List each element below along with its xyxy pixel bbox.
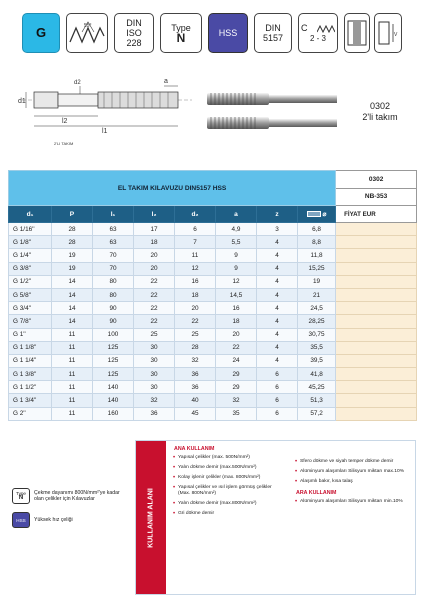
table-cell: 17: [134, 223, 175, 236]
tap-drawing-svg: [14, 72, 194, 152]
price-cell: [336, 394, 417, 407]
table-cell: 25: [134, 328, 175, 341]
table-cell: 140: [93, 381, 134, 394]
cell-size: G 3/4'': [9, 302, 52, 315]
col-header: l₁: [93, 206, 134, 223]
usage-item: • Alaşımlı bakır, kısa talaş: [296, 479, 411, 485]
table-cell: 14: [52, 315, 93, 328]
table-cell: 16: [175, 275, 216, 288]
table-cell: 14: [52, 302, 93, 315]
cell-size: G 7/8'': [9, 315, 52, 328]
usage-col-secondary: [296, 459, 411, 509]
table-cell: 90: [93, 302, 134, 315]
table-cell: 70: [93, 262, 134, 275]
table-cell: 5,5: [216, 236, 257, 249]
price-cell: [336, 341, 417, 354]
table-row: [9, 394, 417, 407]
table-cell: 18: [134, 236, 175, 249]
cell-size: G 1/4'': [9, 249, 52, 262]
table-cell: 7: [175, 236, 216, 249]
price-cell: [336, 368, 417, 381]
usage-item: • Gri dökme demir: [174, 511, 284, 517]
dim-l2: l2: [62, 118, 68, 125]
table-cell: 4: [257, 328, 298, 341]
table-cell: 36: [175, 381, 216, 394]
legend-type-text: Çekme dayanımı 800N/mm²'ye kadar olan çelikler için Kılavuzlar: [34, 490, 120, 502]
table-cell: 11: [52, 341, 93, 354]
cell-size: G 2'': [9, 407, 52, 420]
table-cell: 4: [257, 315, 298, 328]
kit-desc: 2'li takım: [362, 112, 398, 122]
table-cell: 30: [134, 341, 175, 354]
table-cell: 6: [257, 407, 298, 420]
price-cell: [336, 354, 417, 367]
table-cell: 100: [93, 328, 134, 341]
product-sub-code: NB-353: [336, 188, 417, 206]
table-row: [9, 236, 417, 249]
table-cell: 28: [52, 236, 93, 249]
table-cell: 45: [175, 407, 216, 420]
table-cell: 28,25: [298, 315, 336, 328]
table-cell: 4: [257, 354, 298, 367]
table-cell: 11: [175, 249, 216, 262]
chamfer-icon: [317, 22, 335, 34]
table-cell: 30: [134, 381, 175, 394]
table-cell: 63: [93, 236, 134, 249]
tap-2: [207, 117, 337, 129]
table-cell: 9: [216, 262, 257, 275]
table-cell: 18: [175, 288, 216, 301]
table-row: [9, 288, 417, 301]
table-cell: 39,5: [298, 354, 336, 367]
table-cell: 11: [52, 394, 93, 407]
usage-main-header: ANA KULLANIM: [174, 446, 215, 452]
table-cell: 4: [257, 275, 298, 288]
table-cell: 11: [52, 328, 93, 341]
table-cell: 36: [175, 368, 216, 381]
table-cell: 32: [134, 394, 175, 407]
legend-type: [12, 488, 124, 504]
table-cell: 8,8: [298, 236, 336, 249]
usage-area: [135, 440, 416, 595]
dim-a: a: [164, 78, 168, 85]
table-cell: 6: [257, 368, 298, 381]
table-row: [9, 262, 417, 275]
tap-technical-drawing: [14, 72, 194, 152]
table-cell: 15,25: [298, 262, 336, 275]
col-header: d₂: [175, 206, 216, 223]
usage-secondary-header: ARA KULLANIM: [296, 490, 337, 496]
table-cell: 4: [257, 341, 298, 354]
cell-size: G 1 3/8'': [9, 368, 52, 381]
table-cell: 30: [134, 354, 175, 367]
table-cell: 11: [52, 381, 93, 394]
cell-size: G 1'': [9, 328, 52, 341]
table-cell: 125: [93, 354, 134, 367]
table-cell: 140: [93, 394, 134, 407]
legend: [12, 488, 132, 538]
table-cell: 125: [93, 341, 134, 354]
svg-text:55°: 55°: [84, 23, 92, 29]
kit-code: 0302: [369, 101, 391, 111]
table-cell: 22: [216, 341, 257, 354]
table-row: [9, 407, 417, 420]
product-table: [8, 170, 416, 421]
table-cell: 12: [216, 275, 257, 288]
cell-size: G 3/8'': [9, 262, 52, 275]
table-row: [9, 381, 417, 394]
price-cell: [336, 315, 417, 328]
table-row: [9, 223, 417, 236]
table-cell: 35,5: [298, 341, 336, 354]
badge-hss: HSS: [208, 13, 248, 53]
table-cell: 41,8: [298, 368, 336, 381]
legend-hss: [12, 512, 124, 528]
table-cell: 45,25: [298, 381, 336, 394]
cell-size: G 1 1/8'': [9, 341, 52, 354]
table-cell: 19: [298, 275, 336, 288]
price-cell: [336, 236, 417, 249]
table-cell: 4: [257, 236, 298, 249]
badge-type-n: Type N: [160, 13, 202, 53]
table-cell: 24,5: [298, 302, 336, 315]
thread-55deg-icon: [68, 18, 106, 48]
usage-item: • Alüminyum alaşımları Silisyum miktarı min.10%: [296, 499, 411, 505]
table-cell: 57,2: [298, 407, 336, 420]
table-cell: 80: [93, 288, 134, 301]
table-cell: 160: [93, 407, 134, 420]
table-cell: 24: [216, 354, 257, 367]
table-row: [9, 354, 417, 367]
table-row: [9, 249, 417, 262]
table-cell: 9: [216, 249, 257, 262]
table-row: [9, 315, 417, 328]
table-title: EL TAKIM KILAVUZU DIN5157 HSS: [9, 171, 336, 206]
table-cell: 14: [52, 288, 93, 301]
cell-size: G 1 1/2'': [9, 381, 52, 394]
table-cell: 63: [93, 223, 134, 236]
table-cell: 80: [93, 275, 134, 288]
price-cell: [336, 275, 417, 288]
cell-size: G 1 1/4'': [9, 354, 52, 367]
table-row: [9, 341, 417, 354]
table-cell: 4: [257, 249, 298, 262]
table-cell: 6: [257, 394, 298, 407]
usage-band: KULLANIM ALANI: [136, 441, 166, 594]
price-cell: [336, 407, 417, 420]
table-cell: 14: [52, 275, 93, 288]
table-cell: 32: [175, 354, 216, 367]
svg-text:V: V: [394, 32, 398, 38]
usage-item: • Yapısal çelikler ve ısıl işlem görmüş çelikler (Max. 800N/mm²): [174, 485, 284, 497]
table-cell: 20: [216, 328, 257, 341]
table-cell: 11: [52, 368, 93, 381]
hss-icon: HSS: [12, 512, 30, 528]
cell-size: G 5/8'': [9, 288, 52, 301]
table-cell: 32: [216, 394, 257, 407]
col-header: z: [257, 206, 298, 223]
cell-size: G 1/16'': [9, 223, 52, 236]
table-cell: 16: [216, 302, 257, 315]
table-cell: 4: [257, 288, 298, 301]
table-cell: 11,8: [298, 249, 336, 262]
through-hole-icon: [344, 13, 370, 53]
table-cell: 125: [93, 368, 134, 381]
tolerance-icon: [374, 13, 402, 53]
table-cell: 19: [52, 262, 93, 275]
table-cell: 28: [175, 341, 216, 354]
usage-col-main: [174, 441, 284, 521]
table-cell: 22: [134, 275, 175, 288]
table-cell: 29: [216, 368, 257, 381]
type-n-icon: Type N: [12, 488, 30, 504]
usage-item: • Sfero dökme ve siyah temper dökme demir: [296, 459, 411, 465]
table-row: [9, 302, 417, 315]
drawing-caption: 2'LI TAKIM: [54, 141, 74, 146]
table-cell: 35: [216, 407, 257, 420]
drill-icon: [307, 211, 321, 217]
col-header: l₂: [134, 206, 175, 223]
tap-set-photo: [205, 88, 340, 136]
usage-item: • Alüminyum alaşımları Silisyum miktarı max.10%: [296, 469, 411, 475]
table-cell: 21: [298, 288, 336, 301]
kit-label: [350, 101, 410, 123]
cell-size: G 1/8'': [9, 236, 52, 249]
price-cell: [336, 249, 417, 262]
dim-l1: l1: [102, 128, 108, 135]
badge-din5157: DIN 5157: [254, 13, 292, 53]
usage-item: • Yapısal çelikler (max. 500N/mm²): [174, 455, 284, 461]
table-body: [9, 223, 417, 421]
table-cell: 22: [175, 315, 216, 328]
table-cell: 4: [257, 262, 298, 275]
price-header: FİYAT EUR: [336, 206, 417, 223]
price-cell: [336, 302, 417, 315]
table-cell: 6: [175, 223, 216, 236]
table-cell: 25: [175, 328, 216, 341]
badge-g: G: [22, 13, 60, 53]
table-cell: 4,9: [216, 223, 257, 236]
property-badges: [22, 13, 402, 53]
table-row: [9, 368, 417, 381]
price-cell: [336, 381, 417, 394]
table-cell: 20: [175, 302, 216, 315]
thread-profile-icon: [66, 13, 108, 53]
table-cell: 14,5: [216, 288, 257, 301]
usage-item: • Yalın dökme demir (max.500N/mm²): [174, 465, 284, 471]
price-cell: [336, 328, 417, 341]
cell-size: G 1/2'': [9, 275, 52, 288]
table-cell: 22: [134, 315, 175, 328]
table-cell: 36: [134, 407, 175, 420]
col-header: a: [216, 206, 257, 223]
dim-d2: d2: [74, 80, 81, 86]
table-cell: 30,75: [298, 328, 336, 341]
table-cell: 6,8: [298, 223, 336, 236]
col-header: P: [52, 206, 93, 223]
product-code: 0302: [336, 171, 417, 189]
table-row: [9, 275, 417, 288]
table-cell: 70: [93, 249, 134, 262]
tap-1: [207, 93, 337, 105]
table-cell: 28: [52, 223, 93, 236]
table-cell: 6: [257, 381, 298, 394]
col-header: d₁: [9, 206, 52, 223]
table-cell: 20: [134, 262, 175, 275]
table-cell: 19: [52, 249, 93, 262]
table-cell: 11: [52, 354, 93, 367]
table-cell: 51,3: [298, 394, 336, 407]
badge-chamfer: C 2 - 3: [298, 13, 338, 53]
dim-d1: d1: [18, 98, 26, 105]
table-cell: 4: [257, 302, 298, 315]
usage-item: • Yalın dökme demir (max.800N/mm²): [174, 501, 284, 507]
usage-item: • Kolay işlenir çelikler (max. 800N/mm²): [174, 475, 284, 481]
table-cell: 29: [216, 381, 257, 394]
badge-din-iso: DIN ISO 228: [114, 13, 154, 53]
legend-hss-text: Yüksek hız çeliği: [34, 517, 73, 523]
col-header-hole: ⌀: [298, 206, 336, 223]
table-cell: 30: [134, 368, 175, 381]
table-cell: 3: [257, 223, 298, 236]
price-cell: [336, 288, 417, 301]
table-cell: 18: [216, 315, 257, 328]
table-cell: 40: [175, 394, 216, 407]
table-cell: 11: [52, 407, 93, 420]
table-row: [9, 328, 417, 341]
table-cell: 90: [93, 315, 134, 328]
table-cell: 12: [175, 262, 216, 275]
table-cell: 20: [134, 249, 175, 262]
price-cell: [336, 262, 417, 275]
table-cell: 22: [134, 302, 175, 315]
price-cell: [336, 223, 417, 236]
table-cell: 22: [134, 288, 175, 301]
cell-size: G 1 3/4'': [9, 394, 52, 407]
